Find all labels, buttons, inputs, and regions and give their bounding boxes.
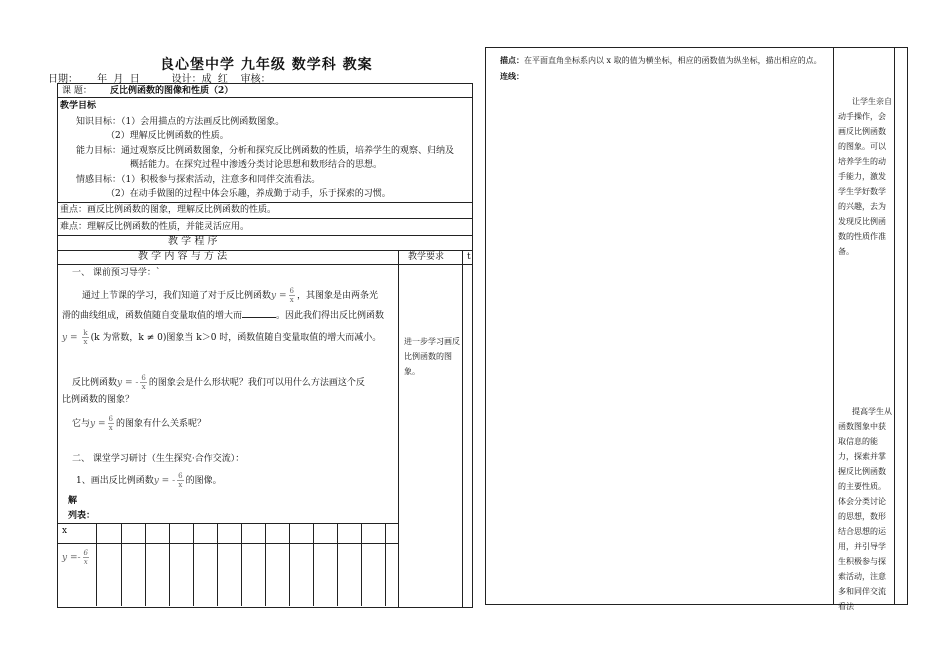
- section-2-title: 二、 课堂学习研讨（生生探究·合作交流）：: [72, 454, 245, 464]
- requirement-note-1: 进一步学习画反比例函数的图象。: [404, 337, 460, 376]
- question-1-line-2: 比例函数的图象？: [62, 395, 135, 405]
- lesson-plan-left-table: [57, 83, 473, 608]
- solution-label: 解: [68, 496, 78, 506]
- ability-goal-2: 概括能力。在探究过程中渗透分类讨论思想和数形结合的思想。: [130, 160, 383, 170]
- col-t-header: t: [467, 252, 471, 262]
- header-meta: 日期： 年 月 日 设计：成 红 审核：: [48, 74, 271, 85]
- paragraph-1-line-2: 滑的曲线组成，函数值随自变量取值的增大而 。因此我们得出反比例函数: [62, 308, 384, 323]
- knowledge-goal-2: （2）理解反比例函数的性质。: [106, 131, 229, 141]
- side-note-2: 提高学生从函数图象中获取信息的能力，探索并掌握反比例函数的主要性质。体会分类讨论的思想，数形结合思想的运用，并引导学生积极参与探索活动，注意多和同伴交流看法: [838, 407, 892, 611]
- topic-label: 课 题：: [62, 86, 92, 96]
- procedure-heading: 教 学 程 序: [168, 236, 218, 247]
- key-points: 重点：画反比例函数的图象，理解反比例函数的性质。: [60, 205, 277, 215]
- side-note-1: 让学生亲自动手操作，会画反比例函数的图象。可以培养学生的动手能力，激发学生学好数学的兴趣，去为发现反比例函数的性质作准备。: [838, 97, 892, 256]
- knowledge-goal-1: 知识目标：（1）会用描点的方法画反比例函数图象。: [76, 117, 285, 127]
- page-title: 良心堡中学 九年级 数学科 教案: [160, 57, 373, 73]
- lesson-plan-right-table: [485, 47, 908, 611]
- plot-step: 描点：在平面直角坐标系内以 x 取的值为横坐标，相应的函数值为纵坐标，描出相应的点。: [500, 55, 822, 65]
- paragraph-1-line-1: 通过上节课的学习，我们知道了对于反比例函数y = $\frac{6}{x}$ ，其图象是由两条光: [82, 287, 378, 304]
- col-req-header: 教学要求: [408, 252, 445, 262]
- paragraph-1-line-3: y = $\frac{k}{x}$ (k 为常数，k ≠ 0)图象当 k＞0 时，函数值随自变量取值的增大而减小。: [62, 329, 382, 346]
- value-table-x-label: x: [62, 526, 68, 536]
- ability-goal-1: 能力目标：通过观察反比例函数图象，分析和探究反比例函数的性质，培养学生的观察、归纳及: [76, 146, 455, 156]
- value-table: [58, 526, 446, 606]
- question-2: 它与y = $\frac{6}{x}$ 的图象有什么关系呢？: [72, 415, 206, 432]
- topic: 反比例函数的图像和性质（2）: [110, 86, 234, 96]
- emotion-goal-2: （2）在动手做图的过程中体会乐趣，养成勤于动手，乐于探索的习惯。: [106, 189, 391, 199]
- table-label: 列表：: [68, 511, 96, 521]
- value-table-y-label: y =- $\frac{6}{x}$: [62, 549, 88, 566]
- section-1-title: 一、 课前预习导学：`: [72, 268, 161, 278]
- task-1: 1、画出反比例函数y = - $\frac{6}{x}$ 的图像。: [76, 472, 222, 489]
- col-content-header: 教 学 内 容 与 方 法: [138, 251, 228, 262]
- difficulty: 难点：理解反比例函数的性质，并能灵活应用。: [60, 222, 250, 232]
- emotion-goal-1: 情感目标：（1）积极参与探索活动，注意多和同伴交流看法。: [76, 175, 321, 185]
- goals-heading: 教学目标: [60, 101, 97, 111]
- connect-step: 连线：: [500, 71, 524, 81]
- question-1-line-1: 反比例函数y = - $\frac{6}{x}$ 的图象会是什么形状呢？我们可以用什么方法画这个反: [72, 374, 365, 391]
